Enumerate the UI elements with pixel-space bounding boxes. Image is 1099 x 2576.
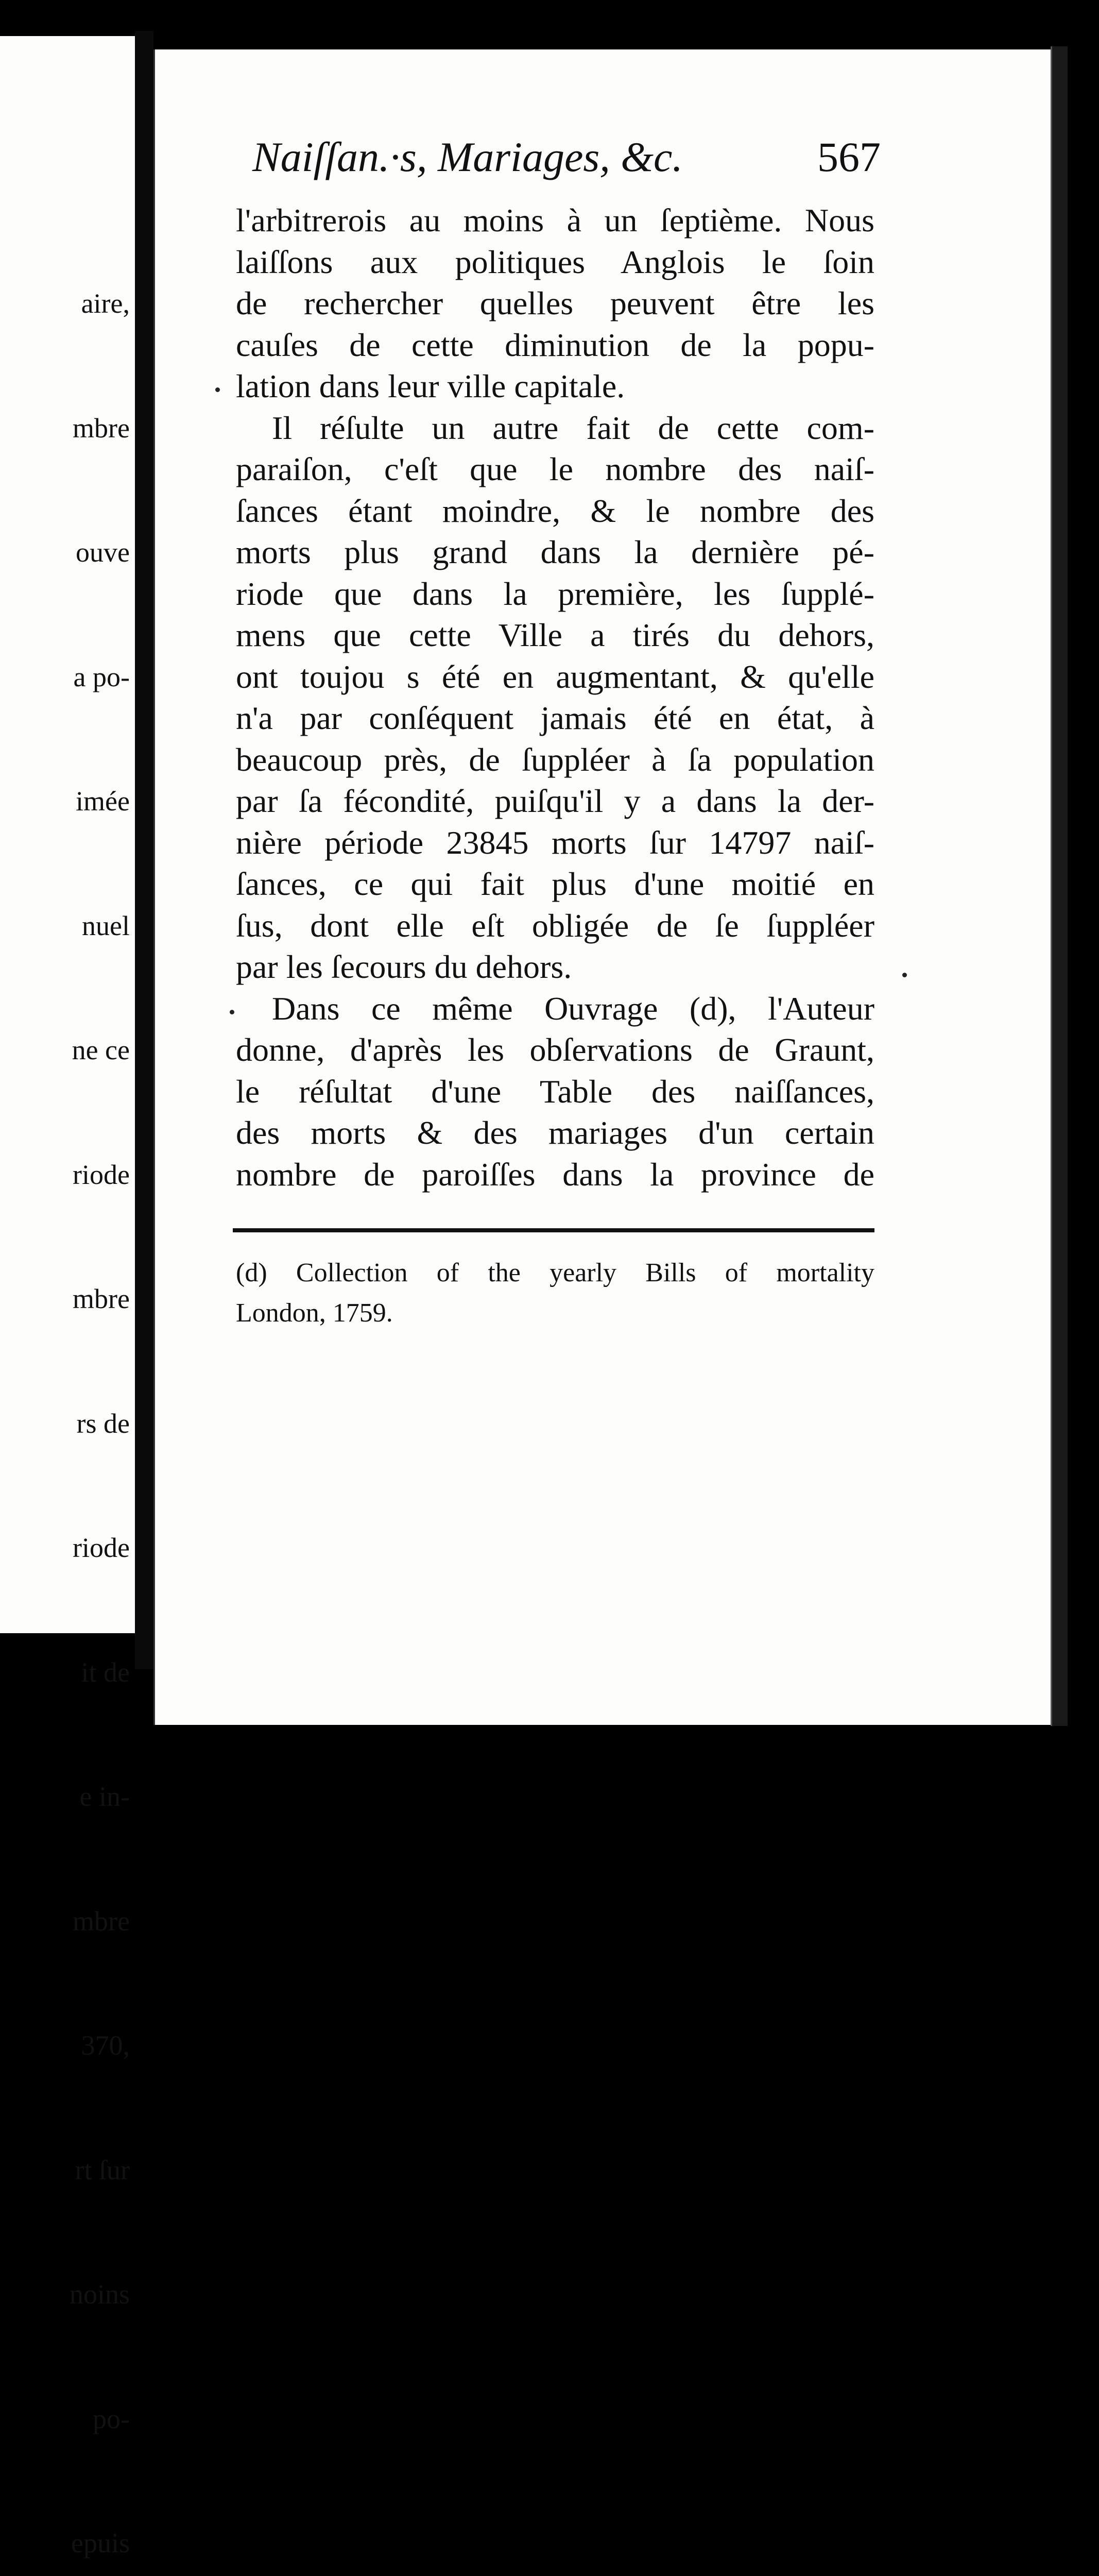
page-number: 567 bbox=[817, 133, 881, 180]
footnote-line: (d) Collection of the yearly Bills of mortality bbox=[236, 1258, 874, 1287]
left-page-line: nuel bbox=[82, 910, 130, 941]
text-line: le réſultat d'une Table des naiſſances, bbox=[236, 1073, 874, 1110]
left-page-line: 370, bbox=[81, 2030, 130, 2061]
footnote-rule bbox=[233, 1228, 874, 1232]
left-page-line: riode bbox=[73, 1532, 130, 1563]
left-page-line: riode bbox=[73, 1159, 130, 1190]
text-line: par les ſecours du dehors. bbox=[236, 948, 572, 985]
left-page-line: epuis bbox=[71, 2528, 130, 2558]
ink-speck bbox=[230, 1010, 234, 1014]
left-page-line: mbre bbox=[73, 1905, 130, 1937]
left-page-line: mbre bbox=[73, 412, 130, 444]
left-page-line: mbre bbox=[73, 1283, 130, 1314]
text-line: nombre de paroiſſes dans la province de bbox=[236, 1156, 874, 1193]
ink-speck bbox=[902, 973, 907, 977]
text-line: lation dans leur ville capitale. bbox=[236, 368, 625, 404]
left-page-line: rt ſur bbox=[75, 2154, 130, 2185]
left-page-line: po- bbox=[93, 2403, 130, 2434]
text-line: beaucoup près, de ſuppléer à ſa population bbox=[236, 741, 874, 778]
text-line: Il réſulte un autre fait de cette com- bbox=[272, 409, 874, 446]
page-edge bbox=[1051, 46, 1068, 1726]
ink-speck bbox=[215, 387, 220, 392]
text-line: ſus, dont elle eſt obligée de ſe ſuppléer bbox=[236, 907, 874, 944]
text-line: l'arbitrerois au moins à un ſeptième. Nous bbox=[236, 202, 874, 239]
left-page-line: imée bbox=[76, 786, 130, 817]
text-line: paraiſon, c'eſt que le nombre des naiſ- bbox=[236, 451, 874, 487]
left-page-line: e in- bbox=[79, 1781, 130, 1812]
left-page-line: rs de bbox=[76, 1408, 130, 1439]
running-title: Naiſſan.·s, Mariages, &c. bbox=[252, 133, 683, 180]
left-page-line: a po- bbox=[73, 661, 130, 692]
left-page bbox=[0, 36, 137, 2558]
left-page-line: ouve bbox=[76, 537, 130, 568]
body-text bbox=[236, 200, 874, 1195]
left-page-text-column bbox=[64, 200, 130, 2576]
running-header bbox=[252, 133, 881, 190]
text-line: de rechercher quelles peuvent être les bbox=[236, 285, 874, 321]
text-line: nière période 23845 morts ſur 14797 naiſ- bbox=[236, 824, 874, 861]
left-page-line: ne ce bbox=[72, 1035, 130, 1065]
book-gutter bbox=[135, 31, 153, 1669]
text-line: ont toujou s été en augmentant, & qu'elle bbox=[236, 658, 874, 695]
text-line: donne, d'après les obſervations de Graunt, bbox=[236, 1031, 874, 1068]
text-line: n'a par conſéquent jamais été en état, à bbox=[236, 700, 874, 736]
left-page-line: aire, bbox=[81, 288, 130, 319]
left-page-line: it de bbox=[81, 1656, 130, 1688]
text-line: laiſſons aux politiques Anglois le ſoin bbox=[236, 243, 874, 280]
text-line: des morts & des mariages d'un certain bbox=[236, 1114, 874, 1151]
text-line: ſances étant moindre, & le nombre des bbox=[236, 492, 874, 529]
text-line: par ſa fécondité, puiſqu'il y a dans la der- bbox=[236, 783, 874, 819]
text-line: riode que dans la première, les ſupplé- bbox=[236, 575, 874, 612]
footnote bbox=[236, 1253, 874, 1333]
text-line: mens que cette Ville a tirés du dehors, bbox=[236, 617, 874, 653]
left-page-line: noins bbox=[69, 2279, 130, 2310]
text-line: Dans ce même Ouvrage (d), l'Auteur bbox=[272, 990, 874, 1027]
footnote-line: London, 1759. bbox=[236, 1298, 393, 1328]
text-line: morts plus grand dans la dernière pé- bbox=[236, 534, 874, 570]
text-line: cauſes de cette diminution de la popu- bbox=[236, 326, 874, 363]
text-line: ſances, ce qui fait plus d'une moitié en bbox=[236, 866, 874, 902]
